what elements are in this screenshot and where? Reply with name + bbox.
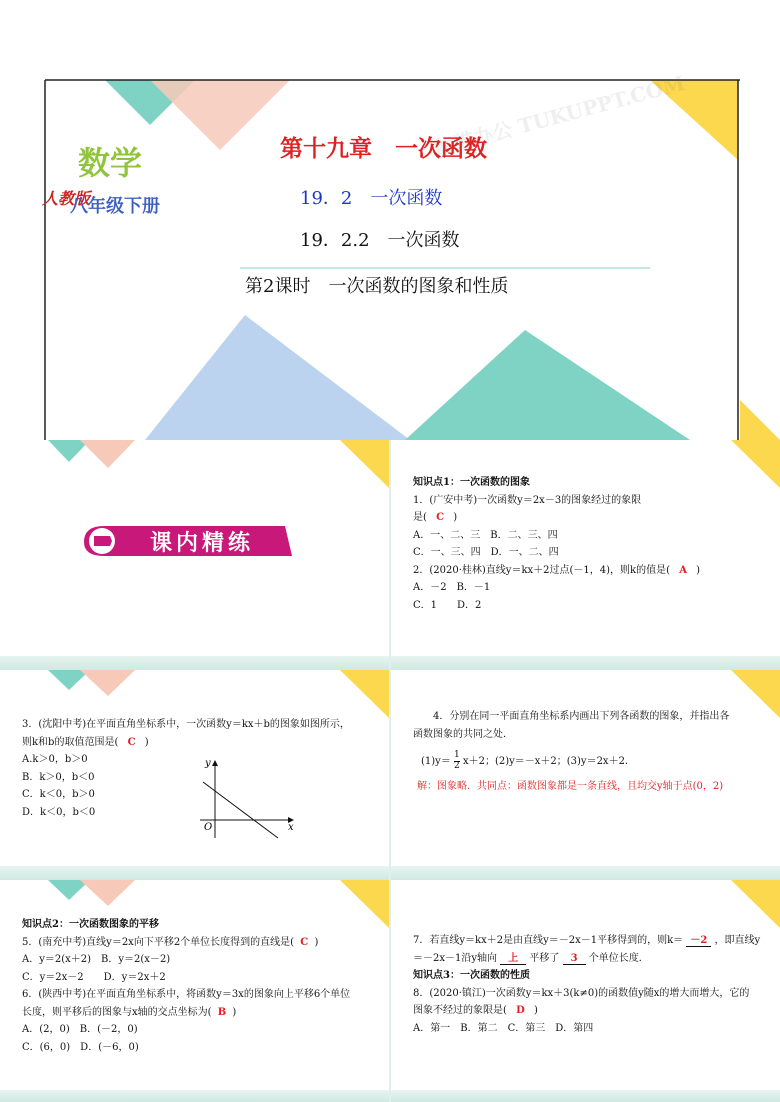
pink-triangle [80, 880, 135, 906]
question-7-a: 7．若直线y＝kx＋2是由直线y＝－2x－1平移得到的，则k＝ [413, 935, 684, 946]
options-1b: C．一、三、四 D．一、二、四 [413, 547, 559, 558]
question-7-line1 [413, 932, 777, 950]
axis-y-label: y [205, 758, 211, 769]
options-2b: C．1 D．2 [413, 599, 482, 611]
options-5a: A．y＝2(x＋2) B．y＝2(x－2) [22, 954, 171, 965]
pink-triangle [80, 440, 135, 468]
question-6-stem [22, 1004, 386, 1022]
grade-label: 八年级下册 [70, 196, 160, 217]
yellow-triangle-bottom [740, 400, 780, 440]
yellow-triangle [731, 880, 780, 928]
knowledge-2-slide [0, 880, 389, 1090]
question-5-suffix: ) [314, 936, 319, 948]
fraction-half [454, 751, 460, 772]
question-2-suffix: ) [696, 564, 701, 576]
subsection-title: 19．2.2 一次函数 [300, 230, 460, 251]
section-title: 19．2 一次函数 [300, 188, 443, 209]
question-3: 3．(沈阳中考)在平面直角坐标系中，一次函数y＝kx＋b的图象如图所示， [22, 719, 350, 730]
answer-3: C [127, 736, 136, 748]
blue-triangle-center [145, 315, 410, 440]
fraction-denominator: 2 [454, 760, 460, 771]
blank-1: －2 [686, 935, 711, 947]
question-8-suffix: ) [533, 1005, 538, 1016]
question-3-stem [22, 734, 382, 752]
question-8: 8．(2020·镇江)一次函数y＝kx＋3(k≠0)的函数值y随x的增大而增大，它的 [413, 987, 750, 999]
question-5-text: 5．(南充中考)直线y＝2x向下平移2个单位长度得到的直线是( [22, 936, 295, 948]
publisher-label: 人教版 [42, 189, 91, 208]
options-6a: A．(2，0) B．(－2，0) [22, 1024, 138, 1035]
watermark: 熊猫办公 TUKUPPT.COM [431, 70, 688, 161]
options-2a: A．－2 B．－1 [413, 582, 491, 593]
options-6b: C．(6，0) D．(－6，0) [22, 1041, 139, 1053]
origin-label: O [204, 822, 213, 833]
banner-slide [0, 440, 389, 656]
options-1a: A．一、二、三 B．二、三、四 [413, 529, 558, 541]
knowledge-1-slide [391, 440, 780, 656]
blank-2: 上 [500, 953, 526, 965]
question-1-prefix: 是( [413, 512, 427, 523]
answer-1: C [436, 512, 445, 523]
answer-6: B [217, 1006, 227, 1018]
question-3-suffix: ) [144, 736, 149, 748]
question-6-prefix: 长度，则平移后的图象与x轴的交点坐标为( [22, 1006, 212, 1018]
options-5b: C．y＝2x－2 D．y＝2x＋2 [22, 971, 166, 983]
question-1: 1．(广安中考)一次函数y＝2x－3的图象经过的象限 [413, 494, 642, 506]
cover-slide [0, 0, 780, 440]
heading: 知识点2：一次函数图象的平移 [22, 919, 159, 930]
lesson-title: 第2课时 一次函数的图象和性质 [245, 276, 509, 297]
question-7-line2 [413, 950, 777, 968]
blank-3: 3 [563, 953, 586, 965]
question-2 [413, 562, 753, 580]
question-7-b: ，即直线y [714, 935, 761, 946]
cover-decoration [0, 0, 780, 440]
answer-4: 解：图象略．共同点：函数图象都是一条直线，且均交y轴于点(0，2) [417, 780, 724, 792]
answer-2: A [679, 564, 687, 576]
question-2-text: 2．(2020·桂林)直线y＝kx＋2过点(－1，4)，则k的值是( [413, 564, 670, 576]
chapter-title: 第十九章 一次函数 [280, 136, 487, 162]
options-8: A．第一 B．第二 C．第三 D．第四 [413, 1022, 594, 1034]
fraction-numerator: 1 [454, 750, 460, 760]
pink-triangle [80, 670, 135, 696]
heading: 知识点1：一次函数的图象 [413, 477, 530, 488]
yellow-triangle [340, 440, 389, 488]
question-1-suffix: ) [453, 512, 458, 523]
option-a: A.k＞0，b＞0 [22, 754, 88, 765]
answer-5: C [300, 936, 309, 948]
knowledge-3-slide [391, 880, 780, 1090]
question-1-stem [413, 509, 753, 527]
option-d: D．k＜0，b＜0 [22, 806, 96, 818]
question-4-line1: 4．分别在同一平面直角坐标系内画出下列各函数的图象，并指出各 [433, 711, 730, 722]
question-7-e: 个单位长度． [588, 952, 649, 964]
question-3-slide [0, 670, 389, 866]
question-6-suffix: ) [232, 1006, 237, 1018]
function-1-prefix: (1)y＝ [421, 755, 451, 767]
banner-title: 课内精练 [150, 531, 255, 556]
question-6: 6．(陕西中考)在平面直角坐标系中，将函数y＝3x的图象向上平移6个单位 [22, 989, 351, 1000]
question-3-prefix: 则k和b的取值范围是( [22, 736, 119, 748]
question-4-line2: 函数图象的共同之处． [413, 728, 513, 740]
subject-title: 数学 [78, 144, 143, 182]
teal-triangle-bottom [405, 330, 690, 440]
question-7-c: ＝－2x－1沿y轴向 [413, 952, 498, 964]
yellow-triangle [340, 670, 389, 718]
question-8-stem [413, 1002, 777, 1020]
heading: 知识点3：一次函数的性质 [413, 970, 530, 981]
question-4-slide [391, 670, 780, 866]
column-divider [389, 440, 391, 1102]
axis-x-label: x [288, 822, 294, 833]
option-b: B．k＞0，b＜0 [22, 771, 95, 783]
question-5 [22, 934, 386, 952]
function-list: x＋2；(2)y＝－x＋2；(3)y＝2x＋2. [462, 755, 629, 767]
pink-triangle-left [150, 80, 290, 150]
question-7-d: 平移了 [529, 952, 560, 964]
option-c: C．k＜0，b＞0 [22, 789, 95, 800]
question-4-functions [413, 751, 773, 772]
answer-8: D [516, 1005, 525, 1016]
question-8-prefix: 图象不经过的象限是( [413, 1005, 507, 1016]
